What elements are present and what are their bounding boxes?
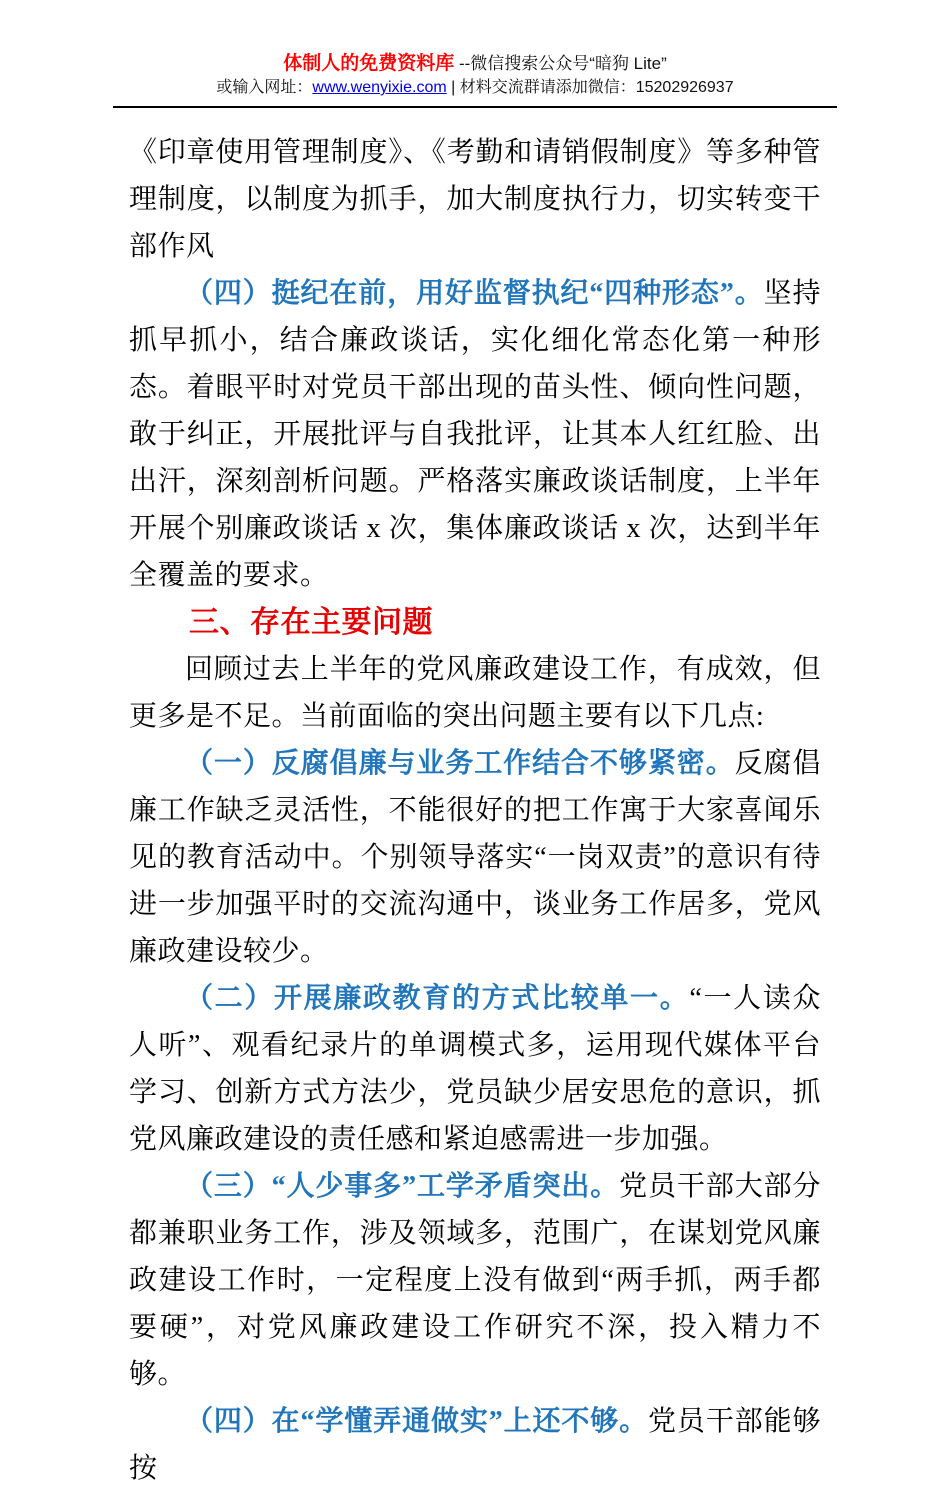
paragraph [129, 646, 821, 740]
body-text: 《印章使用管理制度》、《考勤和请销假制度》等多种管理制度，以制度为抓手，加大制度执行力，切实转变干部作风 [129, 137, 821, 262]
paragraph [129, 270, 821, 599]
website-link[interactable]: www.wenyixie.com [312, 79, 447, 96]
url-prefix-label: 或输入网址： [216, 79, 313, 96]
header-line-1 [113, 52, 837, 76]
paragraph [129, 129, 821, 270]
body-text: 党员干部能够按 [129, 1406, 821, 1484]
header-tagline: --微信搜索公众号“暗狗 Lite” [454, 54, 667, 73]
lead-sentence: （二）开展廉政教育的方式比较单一。 [185, 983, 690, 1014]
body-text: 反腐倡廉工作缺乏灵活性，不能很好的把工作寓于大家喜闻乐见的教育活动中。个别领导落实“一岗双责”的意识有待进一步加强平时的交流沟通中，谈业务工作居多，党风廉政建设较少。 [129, 748, 821, 967]
body-text: 回顾过去上半年的党风廉政建设工作，有成效，但更多是不足。当前面临的突出问题主要有以下几点: [129, 654, 821, 732]
paragraph [129, 975, 821, 1163]
lead-sentence: （三）“人少事多”工学矛盾突出。 [185, 1171, 620, 1202]
heading-text: 三、存在主要问题 [189, 606, 433, 639]
contact-info-label: | 材料交流群请添加微信：15202926937 [446, 79, 734, 96]
paragraph [129, 1398, 821, 1492]
section-heading [129, 599, 821, 646]
lead-sentence: （四）在“学懂弄通做实”上还不够。 [185, 1406, 649, 1437]
lead-sentence: （四）挺纪在前，用好监督执纪“四种形态”。 [185, 278, 764, 309]
body-text: 坚持抓早抓小，结合廉政谈话，实化细化常态化第一种形态。着眼平时对党员干部出现的苗头性、倾向性问题，敢于纠正，开展批评与自我批评，让其本人红红脸、出出汗，深刻剖析问题。严格落实廉政谈话制度，上半年开展个别廉政谈话 x 次，集体廉政谈话 x 次，达到半年全覆盖的要求。 [129, 278, 821, 591]
header-line-2 [113, 77, 837, 99]
paragraph [129, 1163, 821, 1398]
body-text: “一人读众人听”、观看纪录片的单调模式多，运用现代媒体平台学习、创新方式方法少，党员缺少居安思危的意识，抓党风廉政建设的责任感和紧迫感需进一步加强。 [129, 983, 821, 1155]
document-body [129, 129, 821, 1492]
paragraph [129, 740, 821, 975]
document-page [113, 0, 837, 1492]
lead-sentence: （一）反腐倡廉与业务工作结合不够紧密。 [185, 748, 735, 779]
brand-title: 体制人的免费资料库 [283, 53, 455, 74]
page-header [113, 52, 837, 108]
body-text: 党员干部大部分都兼职业务工作，涉及领域多，范围广，在谋划党风廉政建设工作时，一定程度上没有做到“两手抓，两手都要硬”，对党风廉政建设工作研究不深，投入精力不够。 [129, 1171, 821, 1390]
